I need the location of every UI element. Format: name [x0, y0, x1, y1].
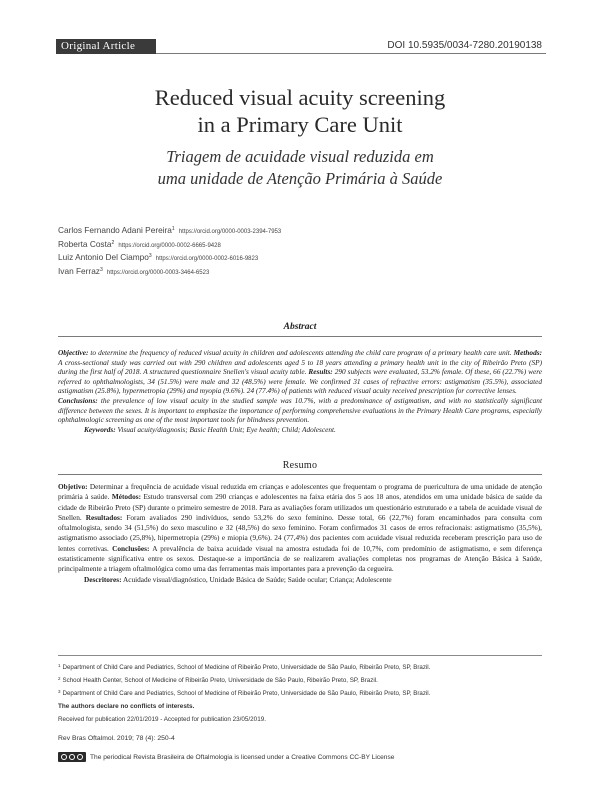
footnote-text: School Health Center, School of Medicine of Ribeirão Preto, Universidade de São Paulo, Ribeirão Preto, SP, Brazil.	[62, 677, 378, 684]
title-en-line2: in a Primary Care Unit	[197, 112, 403, 137]
author-name: Luiz Antonio Del Ciampo	[58, 252, 149, 262]
author-affiliation: 3	[148, 253, 152, 259]
conclusoes-text: A prevalência de baixa acuidade visual na amostra estudada foi de 10,7%, com predomínio de astigmatismo, e sem diferença estatisticamente significativa entre os sexos. Destaque-se a importância de se realizarem avaliações completas nos programas de Atenção Básica à Saúde, principalmente a triagem oftalmológica como uma das ferramentas mais importantes para a prevenção da cegueira.	[58, 543, 543, 574]
journal-citation: Rev Bras Oftalmol. 2019; 78 (4): 250-4	[58, 735, 175, 742]
metodos-text: Estudo transversal com 290 crianças e adolescentes na faixa etária dos 5 aos 18 anos, atendidos em uma unidade básica de saúde da cidade de Ribeirão Preto (SP) durante o primeiro semestre de 2018. Para as avaliações foram utilizados um questionário estruturado e a tabela de acuidade visual de Snellen.	[58, 492, 542, 522]
abstract-rule	[58, 336, 542, 337]
footnote-item	[58, 660, 542, 673]
methods-label: Methods:	[513, 348, 543, 357]
orcid-link[interactable]: https://orcid.org/0000-0002-6016-9823	[155, 256, 259, 262]
resumo-heading: Resumo	[282, 460, 318, 471]
orcid-link[interactable]: https://orcid.org/0000-0003-3464-6523	[106, 269, 210, 276]
objetivo-label: Objetivo:	[58, 482, 88, 491]
resultados-label: Resultados:	[85, 512, 123, 522]
results-label: Results:	[308, 367, 333, 377]
author-entry	[58, 238, 538, 252]
conclusions-text: the prevalence of low visual acuity in the studied sample was 10.7%, with a predominance of astigmatism, and with no statistically significant difference between the sexes. It is important to emphasize the importance of performing comprehensive evaluations in the Primary Health Care programs, especially ophthalmologic screening as one of the most important tools for blindness prevention.	[58, 395, 542, 425]
title-en-line1: Reduced visual acuity screening	[154, 85, 446, 110]
orcid-link[interactable]: https://orcid.org/0000-0003-2394-7953	[178, 229, 282, 235]
author-entry	[58, 251, 538, 265]
footnote-item	[58, 673, 542, 686]
objective-label: Objective:	[58, 348, 89, 357]
footnote-rule	[58, 655, 542, 656]
author-name: Ivan Ferraz	[58, 265, 100, 276]
conflict-statement: The authors declare no conflicts of interests.	[58, 703, 195, 710]
metodos-label: Métodos:	[111, 492, 141, 502]
conclusions-label: Conclusions:	[58, 395, 98, 405]
title-pt-line1: Triagem de acuidade visual reduzida em	[166, 147, 434, 166]
author-affiliation: 3	[99, 266, 103, 273]
author-entry	[58, 265, 538, 279]
keywords-label: Keywords:	[84, 424, 116, 434]
received-dates: Received for publication 22/01/2019 - Accepted for publication 23/05/2019.	[58, 716, 266, 723]
resultados-text: Foram avaliados 290 indivíduos, sendo 53,2% do sexo feminino. Desse total, 66 (22,7%) foram encaminhados para consulta com oftalmologista, sendo 34 (51,5%) do sexo masculino e 32 (48,5%) do sexo feminino. Foram confirmados 31 casos de erros refracionais: astigmatismo (35,5%), astigmatismo associado (25,8%), hipermetropia (29%) e miopia (9,6%). 24 (77,4%) dos pacientes com acuidade visual reduzida receberam prescrição para uso de lentes corretivas.	[58, 512, 542, 553]
footnote-marker: 2	[58, 676, 61, 681]
keywords	[58, 425, 542, 435]
author-list	[58, 224, 538, 278]
methods-text: A cross-sectional study was carried out with 290 children and adolescents aged 5 to 18 years attending a primary health unit in the city of Ribeirão Preto (SP) during the first half of 2018. A structured questionnaire Snellen's visual acuity table.	[58, 357, 542, 377]
results-text: 290 subjects were evaluated, 53.2% female. Of these, 66 (22.7%) were referred to ophthalmologists, 34 (51.5%) were male and 32 (48.5%) were female. We confirmed 31 cases of refractive errors: astigmatism (35.5%), associated astigmatism (25.8%), hypermetropia (29%) and myopia (9.6%). 24 (77.4%) of patients with reduced visual acuity received prescription for corrective lenses.	[58, 367, 543, 396]
footnotes	[58, 660, 542, 725]
header-rule	[156, 53, 546, 54]
doi: DOI 10.5935/0034-7280.20190138	[387, 40, 542, 51]
title-pt-line2: uma unidade de Atenção Primária à Saúde	[157, 169, 443, 188]
author-name: Roberta Costa	[58, 238, 112, 249]
resumo-body	[58, 482, 542, 585]
footnote-text: Department of Child Care and Pediatrics, School of Medicine of Ribeirão Preto, Universidade de São Paulo, Ribeirão Preto, SP, Brazil.	[62, 690, 431, 697]
abstract-body	[58, 348, 542, 434]
conclusoes-label: Conclusões:	[112, 543, 150, 553]
abstract-heading: Abstract	[283, 322, 317, 332]
orcid-link[interactable]: https://orcid.org/0000-0002-6665-9428	[118, 242, 221, 249]
descritores-label: Descritores:	[84, 574, 122, 584]
keywords-text: Visual acuity/diagnosis; Basic Health Unit; Eye health; Child; Adolescent.	[117, 424, 336, 434]
objective-text: to determine the frequency of reduced visual acuity in children and adolescents attending the child care program of a primary health care unit.	[90, 348, 512, 357]
author-affiliation: 1	[171, 226, 175, 232]
author-affiliation: 2	[111, 239, 115, 246]
cc-license-icon[interactable]	[58, 752, 86, 762]
footnote-item	[58, 686, 542, 699]
author-entry	[58, 224, 538, 238]
footnote-marker: 1	[58, 663, 61, 668]
descritores-text: Acuidade visual/diagnóstico, Unidade Básica de Saúde; Saúde ocular; Criança; Adolescente	[122, 574, 392, 584]
author-name: Carlos Fernando Adani Pereira	[58, 225, 172, 235]
descritores	[58, 575, 542, 585]
section-label	[56, 39, 156, 54]
footnote-marker: 3	[58, 689, 61, 694]
license-line	[58, 751, 394, 763]
resumo-rule	[58, 474, 542, 475]
license-text: The periodical Revista Brasileira de Oftalmologia is licensed under a Creative Commons CC-BY License	[90, 753, 395, 761]
objetivo-text: Determinar a frequência de acuidade visual reduzida em crianças e adolescentes que frequentam o programa de puericultura de uma unidade de atenção primária à saúde.	[58, 482, 542, 502]
section-label-text: Original Article	[61, 40, 136, 52]
footnote-text: Department of Child Care and Pediatrics, School of Medicine of Ribeirão Preto, Universidade de São Paulo, Ribeirão Preto, SP, Brazil.	[62, 664, 431, 671]
